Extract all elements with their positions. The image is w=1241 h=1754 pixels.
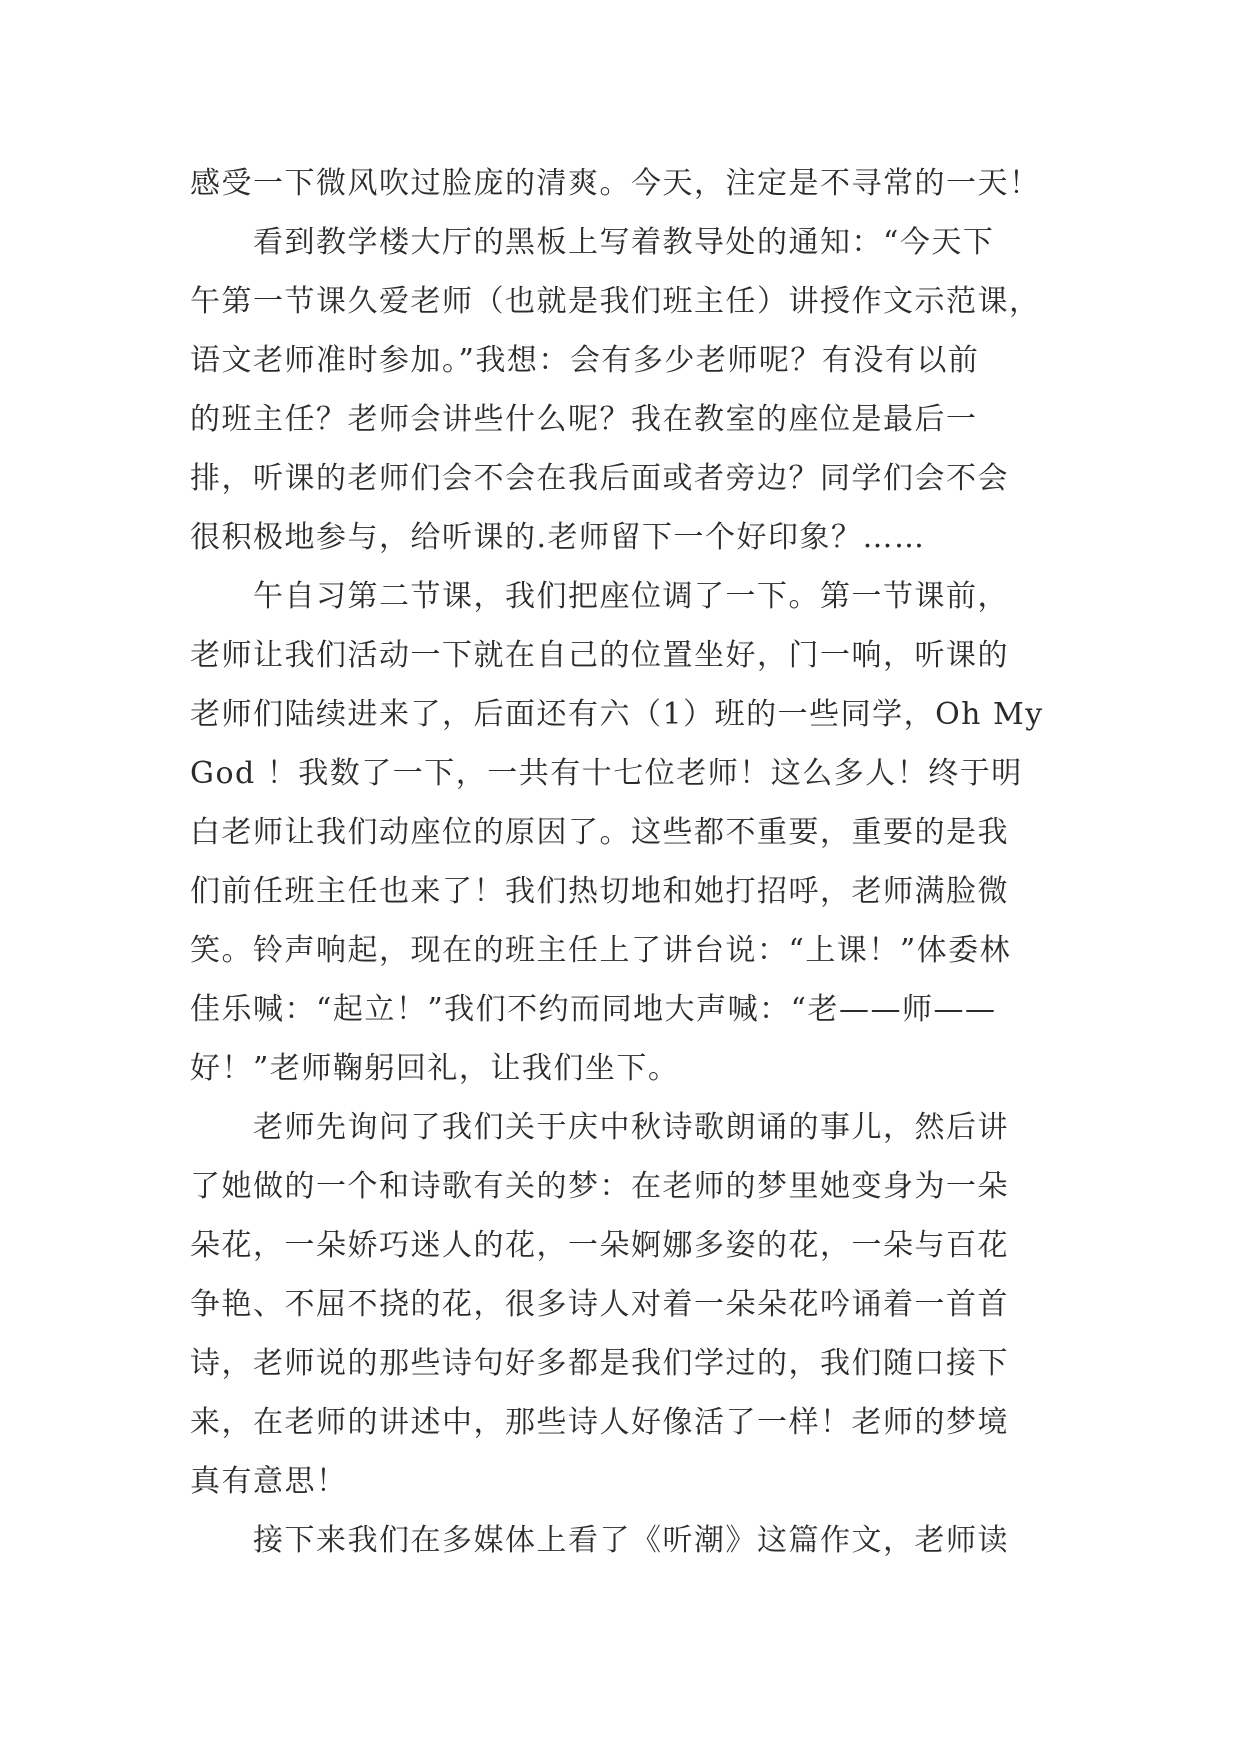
text-line: 午自习第二节课，我们把座位调了一下。第一节课前，	[190, 579, 1009, 614]
text-line: God ！我数了一下，一共有十七位老师！这么多人！终于明	[190, 756, 1023, 791]
text-line: 排，听课的老师们会不会在我后面或者旁边？同学们会不会	[190, 461, 1009, 496]
text-line: 笑。铃声响起，现在的班主任上了讲台说：“上课！”体委林	[190, 933, 1012, 968]
text-line: 朵花，一朵娇巧迷人的花，一朵婀娜多姿的花，一朵与百花	[190, 1228, 1009, 1263]
text-line: 很积极地参与，给听课的.老师留下一个好印象？……	[190, 520, 926, 555]
text-line: 们前任班主任也来了！我们热切地和她打招呼，老师满脸微	[190, 874, 1009, 909]
text-line: 了她做的一个和诗歌有关的梦：在老师的梦里她变身为一朵	[190, 1169, 1009, 1204]
text-line: 白老师让我们动座位的原因了。这些都不重要，重要的是我	[190, 815, 1009, 850]
text-line: 接下来我们在多媒体上看了《听潮》这篇作文，老师读	[190, 1523, 1009, 1558]
text-line: 感受一下微风吹过脸庞的清爽。今天，注定是不寻常的一天！	[190, 166, 1041, 201]
text-line: 佳乐喊：“起立！”我们不约而同地大声喊：“老——师——	[190, 992, 997, 1027]
text-line: 老师们陆续进来了，后面还有六（1）班的一些同学，Oh My	[190, 697, 1044, 732]
text-line: 好！”老师鞠躬回礼，让我们坐下。	[190, 1051, 680, 1086]
text-line: 诗，老师说的那些诗句好多都是我们学过的，我们随口接下	[190, 1346, 1009, 1381]
text-line: 的班主任？老师会讲些什么呢？我在教室的座位是最后一	[190, 402, 978, 437]
body-text	[190, 154, 1050, 1570]
text-line: 真有意思！	[190, 1464, 348, 1499]
text-line: 老师让我们活动一下就在自己的位置坐好，门一响，听课的	[190, 638, 1009, 673]
text-line: 老师先询问了我们关于庆中秋诗歌朗诵的事儿，然后讲	[190, 1110, 1009, 1145]
text-line: 来，在老师的讲述中，那些诗人好像活了一样！老师的梦境	[190, 1405, 1009, 1440]
text-line: 争艳、不屈不挠的花，很多诗人对着一朵朵花吟诵着一首首	[190, 1287, 1009, 1322]
text-line: 语文老师准时参加。”我想：会有多少老师呢？有没有以前	[190, 343, 980, 378]
text-line: 看到教学楼大厅的黑板上写着教导处的通知：“今天下	[190, 225, 995, 260]
text-line: 午第一节课久爱老师（也就是我们班主任）讲授作文示范课，	[190, 284, 1041, 319]
